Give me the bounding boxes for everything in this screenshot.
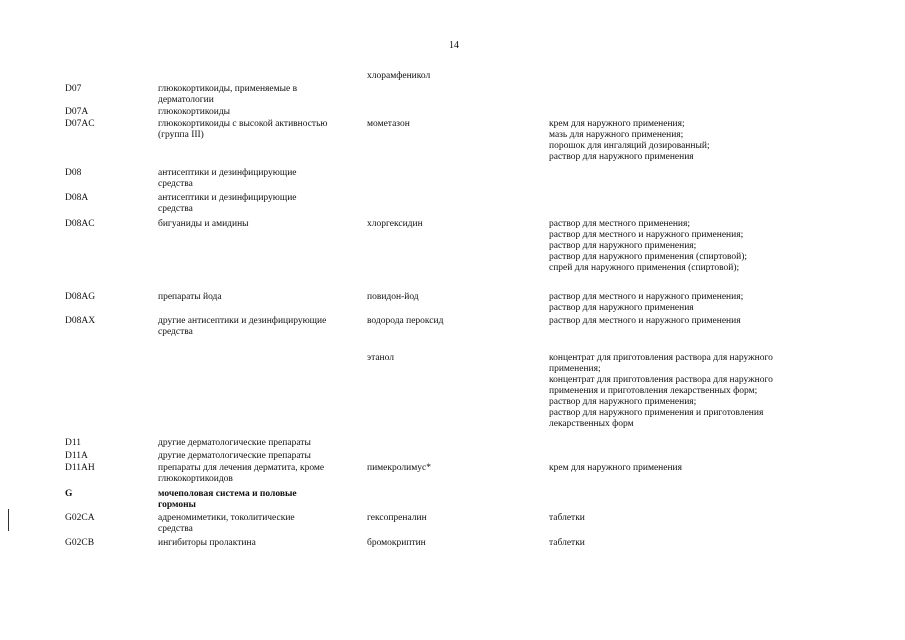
anatomical-group-line: другие антисептики и дезинфицирующие	[158, 316, 327, 326]
dosage-forms-line: концентрат для приготовления раствора для наружного	[549, 375, 773, 385]
anatomical-group	[158, 292, 358, 303]
dosage-forms-line: спрей для наружного применения (спиртовой);	[549, 263, 740, 273]
atc-code: D07A	[65, 107, 89, 117]
atc-code: D11AH	[65, 463, 95, 473]
atc-code: D08AC	[65, 219, 95, 229]
drug-name	[367, 353, 537, 364]
dosage-forms	[549, 353, 819, 430]
atc-code: G02CA	[65, 513, 95, 523]
drug-name	[367, 538, 537, 549]
anatomical-group	[158, 438, 358, 449]
anatomical-group-line: ингибиторы пролактина	[158, 538, 256, 548]
dosage-forms-line: таблетки	[549, 513, 585, 523]
atc-code: D11A	[65, 451, 88, 461]
dosage-forms-line: порошок для ингаляций дозированный;	[549, 141, 710, 151]
anatomical-group	[158, 193, 358, 215]
atc-code: G02CB	[65, 538, 95, 548]
drug-name-line: водорода пероксид	[367, 316, 444, 326]
anatomical-group-line: средства	[158, 327, 193, 337]
drug-name-line: повидон-йод	[367, 292, 419, 302]
atc-code: D08AG	[65, 292, 96, 302]
anatomical-group	[158, 451, 358, 462]
anatomical-group-line: антисептики и дезинфицирующие	[158, 193, 297, 203]
drug-name-line: пимекролимус*	[367, 463, 431, 473]
dosage-forms-line: раствор для наружного применения;	[549, 397, 697, 407]
dosage-forms-line: применения;	[549, 364, 601, 374]
anatomical-group-line: глюкокортикоиды	[158, 107, 231, 117]
anatomical-group	[158, 489, 358, 511]
drug-name	[367, 292, 537, 303]
drug-name	[367, 119, 537, 130]
dosage-forms-line: крем для наружного применения	[549, 463, 683, 473]
dosage-forms-line: раствор для наружного применения (спиртовой);	[549, 252, 748, 262]
anatomical-group-line: препараты йода	[158, 292, 222, 302]
dosage-forms	[549, 513, 819, 524]
drug-name	[367, 71, 537, 82]
dosage-forms	[549, 119, 819, 163]
dosage-forms-line: раствор для наружного применения	[549, 152, 694, 162]
dosage-forms-line: крем для наружного применения;	[549, 119, 685, 129]
atc-code: D07AC	[65, 119, 95, 129]
anatomical-group-line: (группа III)	[158, 130, 204, 140]
margin-mark	[8, 509, 9, 531]
anatomical-group-line: глюкокортикоидов	[158, 474, 233, 484]
drug-name	[367, 463, 537, 474]
dosage-forms-line: применения и приготовления лекарственных форм;	[549, 386, 758, 396]
dosage-forms	[549, 316, 819, 327]
anatomical-group-line: глюкокортикоиды, применяемые в	[158, 84, 298, 94]
anatomical-group	[158, 513, 358, 535]
dosage-forms-line: раствор для местного и наружного применения	[549, 316, 741, 326]
anatomical-group-line: средства	[158, 179, 193, 189]
anatomical-group	[158, 463, 358, 485]
atc-code: D08	[65, 168, 82, 178]
dosage-forms-line: раствор для местного и наружного применения;	[549, 292, 744, 302]
drug-name-line: этанол	[367, 353, 395, 363]
atc-code: D11	[65, 438, 82, 448]
drug-name-line: бромокриптин	[367, 538, 426, 548]
dosage-forms-line: концентрат для приготовления раствора для наружного	[549, 353, 773, 363]
dosage-forms	[549, 463, 819, 474]
anatomical-group	[158, 107, 358, 118]
anatomical-group-line: мочеполовая система и половые	[158, 489, 297, 499]
anatomical-group	[158, 84, 358, 106]
anatomical-group-line: адреномиметики, токолитические	[158, 513, 295, 523]
drug-name-line: мометазон	[367, 119, 410, 129]
dosage-forms-line: раствор для наружного применения;	[549, 241, 697, 251]
drug-name	[367, 316, 537, 327]
drug-name-line: гексопреналин	[367, 513, 427, 523]
anatomical-group-line: бигуаниды и амидины	[158, 219, 249, 229]
dosage-forms-line: раствор для местного применения;	[549, 219, 691, 229]
atc-code: D08A	[65, 193, 89, 203]
dosage-forms-line: раствор для местного и наружного применения;	[549, 230, 744, 240]
atc-code: D07	[65, 84, 82, 94]
anatomical-group-line: средства	[158, 204, 193, 214]
drug-name	[367, 219, 537, 230]
drug-name	[367, 513, 537, 524]
anatomical-group-line: антисептики и дезинфицирующие	[158, 168, 297, 178]
anatomical-group	[158, 316, 358, 338]
anatomical-group-line: другие дерматологические препараты	[158, 438, 311, 448]
dosage-forms-line: лекарственных форм	[549, 419, 634, 429]
anatomical-group-line: глюкокортикоиды с высокой активностью	[158, 119, 328, 129]
dosage-forms-line: раствор для наружного применения	[549, 303, 694, 313]
anatomical-group	[158, 119, 358, 141]
anatomical-group	[158, 219, 358, 230]
dosage-forms	[549, 292, 819, 314]
drug-name-line: хлоргексидин	[367, 219, 423, 229]
dosage-forms-line: таблетки	[549, 538, 585, 548]
anatomical-group-line: другие дерматологические препараты	[158, 451, 311, 461]
dosage-forms-line: раствор для наружного применения и приготовления	[549, 408, 764, 418]
anatomical-group	[158, 538, 358, 549]
dosage-forms	[549, 538, 819, 549]
dosage-forms-line: мазь для наружного применения;	[549, 130, 684, 140]
atc-code: G	[65, 489, 73, 499]
anatomical-group-line: средства	[158, 524, 193, 534]
atc-code: D08AX	[65, 316, 96, 326]
anatomical-group-line: препараты для лечения дерматита, кроме	[158, 463, 325, 473]
drug-name-line: хлорамфеникол	[367, 71, 431, 81]
page-number: 14	[449, 40, 459, 51]
anatomical-group-line: дерматологии	[158, 95, 214, 105]
anatomical-group-line: гормоны	[158, 500, 196, 510]
anatomical-group	[158, 168, 358, 190]
dosage-forms	[549, 219, 819, 274]
